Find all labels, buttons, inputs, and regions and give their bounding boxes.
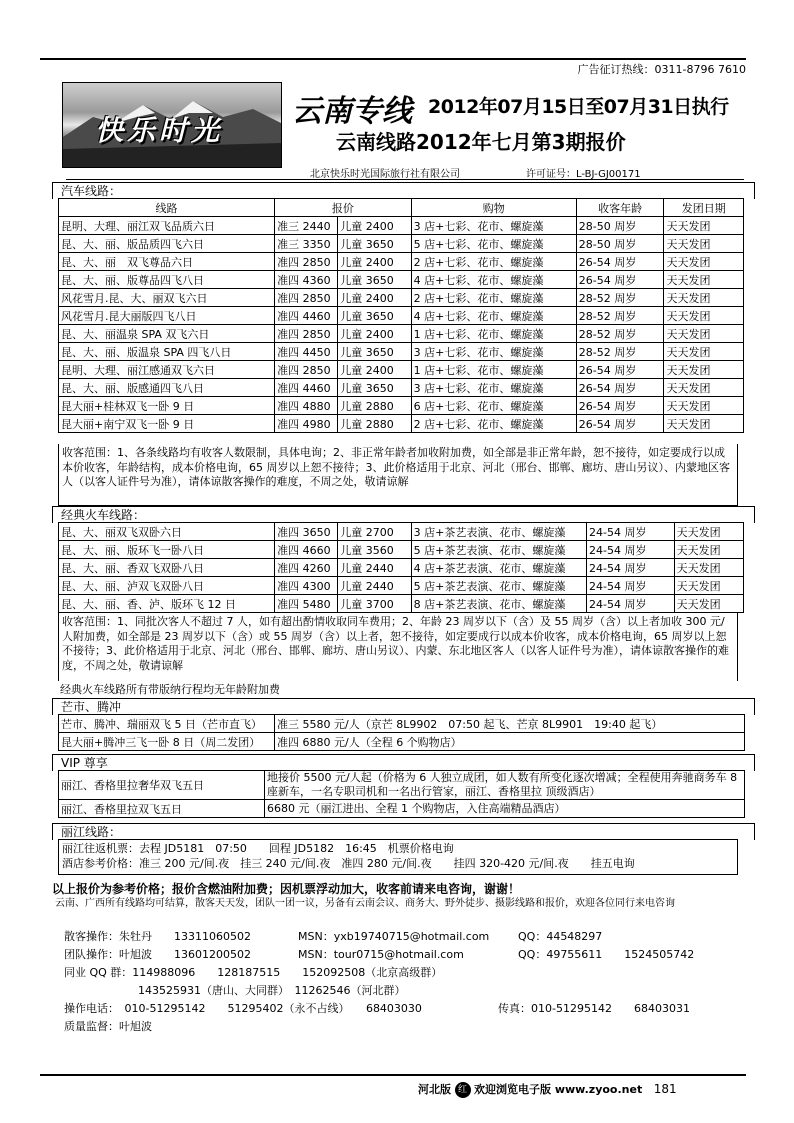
adult-price: 准四 4460 bbox=[275, 307, 338, 325]
departure-schedule: 天天发团 bbox=[664, 361, 744, 379]
age-range: 28-50 周岁 bbox=[576, 217, 664, 235]
shopping-stops: 5 店+七彩、花市、螺旋藻 bbox=[411, 235, 576, 253]
adult-price: 准四 3650 bbox=[275, 523, 338, 541]
child-price: 儿童 3650 bbox=[338, 379, 411, 397]
age-range: 28-52 周岁 bbox=[576, 307, 664, 325]
route-name: 昆、大、丽、版环飞一卧八日 bbox=[59, 541, 275, 559]
child-price: 儿童 2880 bbox=[338, 397, 411, 415]
departure-schedule: 天天发团 bbox=[664, 271, 744, 289]
header-route: 线路 bbox=[59, 199, 275, 217]
header-age: 收客年龄 bbox=[576, 199, 664, 217]
child-price: 儿童 2400 bbox=[338, 361, 411, 379]
page-number: 181 bbox=[653, 1082, 677, 1096]
route-name: 昆大丽+腾冲三飞一卧 8 日（周二发团） bbox=[59, 733, 275, 751]
table-row bbox=[59, 800, 745, 818]
departure-schedule: 天天发团 bbox=[664, 343, 744, 361]
adult-price: 准四 2850 bbox=[275, 361, 338, 379]
age-range: 24-54 周岁 bbox=[586, 577, 674, 595]
route-name: 丽江、香格里拉奢华双飞五日 bbox=[59, 771, 265, 800]
top-rule bbox=[40, 58, 746, 60]
child-price: 儿童 3650 bbox=[338, 307, 411, 325]
contact-sanke: 散客操作：朱牡丹 13311060502 bbox=[64, 930, 251, 943]
lijiang-box bbox=[58, 839, 738, 875]
table-row bbox=[59, 415, 744, 433]
adult-price: 准四 5480 bbox=[275, 595, 338, 613]
contact-qq-groups-2: 143525931（唐山、大同群） 11262546（河北群） bbox=[138, 984, 406, 997]
vip-table bbox=[58, 770, 745, 818]
company-name: 北京快乐时光国际旅行社有限公司 bbox=[310, 169, 460, 180]
adult-price: 准四 2850 bbox=[275, 289, 338, 307]
adult-price: 准三 3350 bbox=[275, 235, 338, 253]
route-name: 昆、大、丽、版温泉 SPA 四飞八日 bbox=[59, 343, 275, 361]
route-name: 昆、大、丽温泉 SPA 双飞六日 bbox=[59, 325, 275, 343]
table-row bbox=[59, 289, 744, 307]
shopping-stops: 5 店+茶艺表演、花市、螺旋藻 bbox=[411, 577, 586, 595]
departure-schedule: 天天发团 bbox=[674, 541, 743, 559]
bus-routes-table bbox=[58, 198, 744, 433]
vip-section-title: VIP 尊享 bbox=[52, 754, 755, 771]
header-departure: 发团日期 bbox=[664, 199, 744, 217]
logo-text: 快乐时光 bbox=[95, 114, 224, 147]
shopping-stops: 4 店+七彩、花市、螺旋藻 bbox=[411, 271, 576, 289]
child-price: 儿童 3650 bbox=[338, 343, 411, 361]
age-range: 24-54 周岁 bbox=[586, 523, 674, 541]
notice-secondary: 云南、广西所有线路均可结算，散客天天发，团队一团一议，另备有云南会议、商务大、野外徒步、摄影线路和报价，欢迎各位同行来电咨询 bbox=[55, 898, 675, 909]
table-row bbox=[59, 733, 745, 751]
table-row bbox=[59, 343, 744, 361]
price-detail: 地接价 5500 元/人起（价格为 6 人独立成团，如人数有所变化逐次增减；全程使用奔驰商务车 8 座新车，一名专职司机和一名出行管家，丽江、香格里拉 顶级酒店） bbox=[265, 771, 745, 800]
contact-qq-groups: 同业 QQ 群：114988096 128187515 152092508（北京高级群） bbox=[64, 966, 443, 979]
age-range: 28-52 周岁 bbox=[576, 325, 664, 343]
adult-price: 准四 4360 bbox=[275, 271, 338, 289]
shopping-stops: 2 店+七彩、花市、螺旋藻 bbox=[411, 289, 576, 307]
table-row bbox=[59, 523, 744, 541]
lijiang-section-title: 丽江线路： bbox=[52, 823, 755, 840]
page-title: 云南专线 bbox=[292, 94, 412, 129]
shopping-stops: 5 店+茶艺表演、花市、螺旋藻 bbox=[411, 541, 586, 559]
header-price: 报价 bbox=[275, 199, 412, 217]
age-range: 26-54 周岁 bbox=[576, 415, 664, 433]
departure-schedule: 天天发团 bbox=[664, 397, 744, 415]
bus-note: 收客范围：1、各条线路均有收客人数限制，具体电询；2、非正常年龄者加收附加费，如全部是非正常年龄，恕不接待，如定要成行以成本价收客，年龄结构，成本价格电询，65 周岁以上恕不接待；3、此价格适用于北京、河北（邢台、邯郸、廊坊、唐山另议）、内蒙地区客人（以客人证件号为准），请体谅散客操作的难度，不周之处，敬请谅解 bbox=[58, 444, 738, 506]
license-number: 许可证号：L-BJ-GJ00171 bbox=[526, 169, 641, 180]
route-name: 丽江、香格里拉双飞五日 bbox=[59, 800, 265, 818]
adult-price: 准四 4660 bbox=[275, 541, 338, 559]
shopping-stops: 8 店+茶艺表演、花市、螺旋藻 bbox=[411, 595, 586, 613]
ad-hotline: 广告征订热线：0311-8796 7610 bbox=[577, 63, 746, 76]
route-name: 风花雪月.昆、大、丽双飞六日 bbox=[59, 289, 275, 307]
table-row bbox=[59, 397, 744, 415]
route-name: 昆大丽+南宁双飞一卧 9 日 bbox=[59, 415, 275, 433]
table-row bbox=[59, 595, 744, 613]
bus-section-title: 汽车线路： bbox=[52, 182, 755, 199]
lijiang-hotel: 酒店参考价格：准三 200 元/间.夜 挂三 240 元/间.夜 准四 280 元/间.夜 挂四 320-420 元/间.夜 挂五电询 bbox=[62, 856, 635, 870]
age-range: 24-54 周岁 bbox=[586, 559, 674, 577]
page-subtitle: 云南线路2012年七月第3期报价 bbox=[336, 130, 626, 154]
shopping-stops: 4 店+七彩、花市、螺旋藻 bbox=[411, 307, 576, 325]
table-row bbox=[59, 577, 744, 595]
table-row bbox=[59, 379, 744, 397]
train-note: 收客范围：1、同批次客人不超过 7 人，如有超出酌情收取同车费用；2、年龄 23 周岁以下（含）及 55 周岁（含）以上者加收 300 元/人附加费，如全部是 23 周岁以下（含）或 55 周岁（含）以上者，恕不接待，如定要成行以成本价收客，成本价格电询，65 周岁以上恕不接待；3、此价格适用于北京、河北（邢台、邯郸、廊坊、唐山另议）、内蒙、东北地区客人（以客人证件号为准），请体谅散客操作的难度，不周之处，敬请谅解 bbox=[58, 613, 738, 681]
child-price: 儿童 2400 bbox=[338, 253, 411, 271]
adult-price: 准四 2850 bbox=[275, 253, 338, 271]
adult-price: 准四 4300 bbox=[275, 577, 338, 595]
shopping-stops: 6 店+七彩、花市、螺旋藻 bbox=[411, 397, 576, 415]
shopping-stops: 1 店+七彩、花市、螺旋藻 bbox=[411, 361, 576, 379]
child-price: 儿童 3700 bbox=[338, 595, 411, 613]
age-range: 26-54 周岁 bbox=[576, 397, 664, 415]
adult-price: 准四 4260 bbox=[275, 559, 338, 577]
table-row bbox=[59, 715, 745, 733]
adult-price: 准三 2440 bbox=[275, 217, 338, 235]
adult-price: 准四 4450 bbox=[275, 343, 338, 361]
child-price: 儿童 2880 bbox=[338, 415, 411, 433]
train-section-title: 经典火车线路： bbox=[52, 506, 755, 523]
contact-tuandui-qq: QQ：49755611 1524505742 bbox=[518, 948, 695, 961]
adult-price: 准四 2850 bbox=[275, 325, 338, 343]
table-row bbox=[59, 271, 744, 289]
age-range: 28-52 周岁 bbox=[576, 343, 664, 361]
lijiang-flight: 丽江往返机票：去程 JD5181 07:50 回程 JD5182 16:45 机票价格电询 bbox=[62, 842, 454, 855]
route-name: 芒市、腾冲、瑞丽双飞 5 日（芒市直飞） bbox=[59, 715, 275, 733]
departure-schedule: 天天发团 bbox=[664, 235, 744, 253]
footer-rule bbox=[40, 1074, 746, 1076]
footer-edition: 河北版 bbox=[418, 1083, 451, 1096]
child-price: 儿童 2400 bbox=[338, 325, 411, 343]
shopping-stops: 3 店+七彩、花市、螺旋藻 bbox=[411, 343, 576, 361]
adult-price: 准四 4460 bbox=[275, 379, 338, 397]
contact-tuandui-msn: MSN：tour0715@hotmail.com bbox=[298, 948, 464, 961]
shopping-stops: 1 店+七彩、花市、螺旋藻 bbox=[411, 325, 576, 343]
age-range: 24-54 周岁 bbox=[586, 595, 674, 613]
train-note-2: 经典火车线路所有带版纳行程均无年龄附加费 bbox=[60, 683, 280, 696]
table-row bbox=[59, 541, 744, 559]
age-range: 26-54 周岁 bbox=[576, 379, 664, 397]
validity-dates: 2012年07月15日至07月31日执行 bbox=[428, 96, 729, 118]
child-price: 儿童 3560 bbox=[338, 541, 411, 559]
adult-price: 准四 4980 bbox=[275, 415, 338, 433]
departure-schedule: 天天发团 bbox=[664, 253, 744, 271]
table-row bbox=[59, 361, 744, 379]
age-range: 26-54 周岁 bbox=[576, 361, 664, 379]
table-row bbox=[59, 559, 744, 577]
child-price: 儿童 3650 bbox=[338, 271, 411, 289]
train-routes-table bbox=[58, 522, 744, 613]
departure-schedule: 天天发团 bbox=[664, 289, 744, 307]
shopping-stops: 3 店+七彩、花市、螺旋藻 bbox=[411, 379, 576, 397]
table-row bbox=[59, 235, 744, 253]
departure-schedule: 天天发团 bbox=[674, 595, 743, 613]
contact-sanke-qq: QQ：44548297 bbox=[518, 930, 603, 943]
route-name: 风花雪月.昆大丽版四飞八日 bbox=[59, 307, 275, 325]
table-row bbox=[59, 253, 744, 271]
departure-schedule: 天天发团 bbox=[664, 325, 744, 343]
mangshi-table bbox=[58, 714, 745, 751]
shopping-stops: 2 店+七彩、花市、螺旋藻 bbox=[411, 415, 576, 433]
age-range: 24-54 周岁 bbox=[586, 541, 674, 559]
table-row bbox=[59, 307, 744, 325]
route-name: 昆、大、丽、香双飞双卧八日 bbox=[59, 559, 275, 577]
footer bbox=[418, 1081, 677, 1098]
departure-schedule: 天天发团 bbox=[674, 577, 743, 595]
age-range: 26-54 周岁 bbox=[576, 271, 664, 289]
child-price: 儿童 2400 bbox=[338, 289, 411, 307]
departure-schedule: 天天发团 bbox=[664, 415, 744, 433]
logo-image bbox=[62, 82, 282, 168]
footer-link[interactable]: 欢迎浏览电子版 www.zyoo.net bbox=[474, 1083, 643, 1096]
contact-fax: 传真：010-51295142 68403031 bbox=[498, 1002, 690, 1015]
child-price: 儿童 2700 bbox=[338, 523, 411, 541]
contact-sanke-msn: MSN：yxb19740715@hotmail.com bbox=[298, 930, 490, 943]
table-row bbox=[59, 217, 744, 235]
price-detail: 准三 5580 元/人（京芒 8L9902 07:50 起飞、芒京 8L9901 19:40 起飞） bbox=[275, 715, 745, 733]
route-name: 昆、大、丽、版品质四飞六日 bbox=[59, 235, 275, 253]
route-name: 昆大丽+桂林双飞一卧 9 日 bbox=[59, 397, 275, 415]
age-range: 26-54 周岁 bbox=[576, 253, 664, 271]
child-price: 儿童 2440 bbox=[338, 577, 411, 595]
child-price: 儿童 2440 bbox=[338, 559, 411, 577]
age-range: 28-50 周岁 bbox=[576, 235, 664, 253]
table-header-row bbox=[59, 199, 744, 217]
departure-schedule: 天天发团 bbox=[674, 559, 743, 577]
shopping-stops: 2 店+七彩、花市、螺旋藻 bbox=[411, 253, 576, 271]
table-row bbox=[59, 325, 744, 343]
price-detail: 准四 6880 元/人（全程 6 个购物店） bbox=[275, 733, 745, 751]
route-name: 昆、大、丽双飞双卧六日 bbox=[59, 523, 275, 541]
departure-schedule: 天天发团 bbox=[664, 217, 744, 235]
adult-price: 准四 4880 bbox=[275, 397, 338, 415]
route-name: 昆、大、丽 双飞尊品六日 bbox=[59, 253, 275, 271]
route-name: 昆、大、丽、香、泸、版环飞 12 日 bbox=[59, 595, 275, 613]
footer-badge: 红 bbox=[455, 1082, 471, 1098]
route-name: 昆明、大理、丽江感通双飞六日 bbox=[59, 361, 275, 379]
route-name: 昆、大、丽、泸双飞双卧八日 bbox=[59, 577, 275, 595]
child-price: 儿童 3650 bbox=[338, 235, 411, 253]
price-detail: 6680 元（丽江进出、全程 1 个购物店，入住高端精品酒店） bbox=[265, 800, 745, 818]
mangshi-section-title: 芒市、腾冲 bbox=[52, 698, 755, 715]
age-range: 28-52 周岁 bbox=[576, 289, 664, 307]
header-rule bbox=[66, 179, 744, 180]
shopping-stops: 3 店+茶艺表演、花市、螺旋藻 bbox=[411, 523, 586, 541]
contact-phone: 操作电话： 010-51295142 51295402（永不占线） 68403030 bbox=[64, 1002, 422, 1015]
notice-main: 以上报价为参考价格；报价含燃油附加费；因机票浮动加大，收客前请来电咨询，谢谢！ bbox=[52, 882, 521, 896]
route-name: 昆、大、丽、版感通四飞八日 bbox=[59, 379, 275, 397]
header-shopping: 购物 bbox=[411, 199, 576, 217]
shopping-stops: 4 店+茶艺表演、花市、螺旋藻 bbox=[411, 559, 586, 577]
departure-schedule: 天天发团 bbox=[674, 523, 743, 541]
departure-schedule: 天天发团 bbox=[664, 379, 744, 397]
departure-schedule: 天天发团 bbox=[664, 307, 744, 325]
shopping-stops: 3 店+七彩、花市、螺旋藻 bbox=[411, 217, 576, 235]
child-price: 儿童 2400 bbox=[338, 217, 411, 235]
route-name: 昆明、大理、丽江双飞品质六日 bbox=[59, 217, 275, 235]
contact-tuandui: 团队操作：叶旭波 13601200502 bbox=[64, 948, 251, 961]
quality-supervisor: 质量监督：叶旭波 bbox=[64, 1020, 152, 1033]
route-name: 昆、大、丽、版尊品四飞八日 bbox=[59, 271, 275, 289]
table-row bbox=[59, 771, 745, 800]
